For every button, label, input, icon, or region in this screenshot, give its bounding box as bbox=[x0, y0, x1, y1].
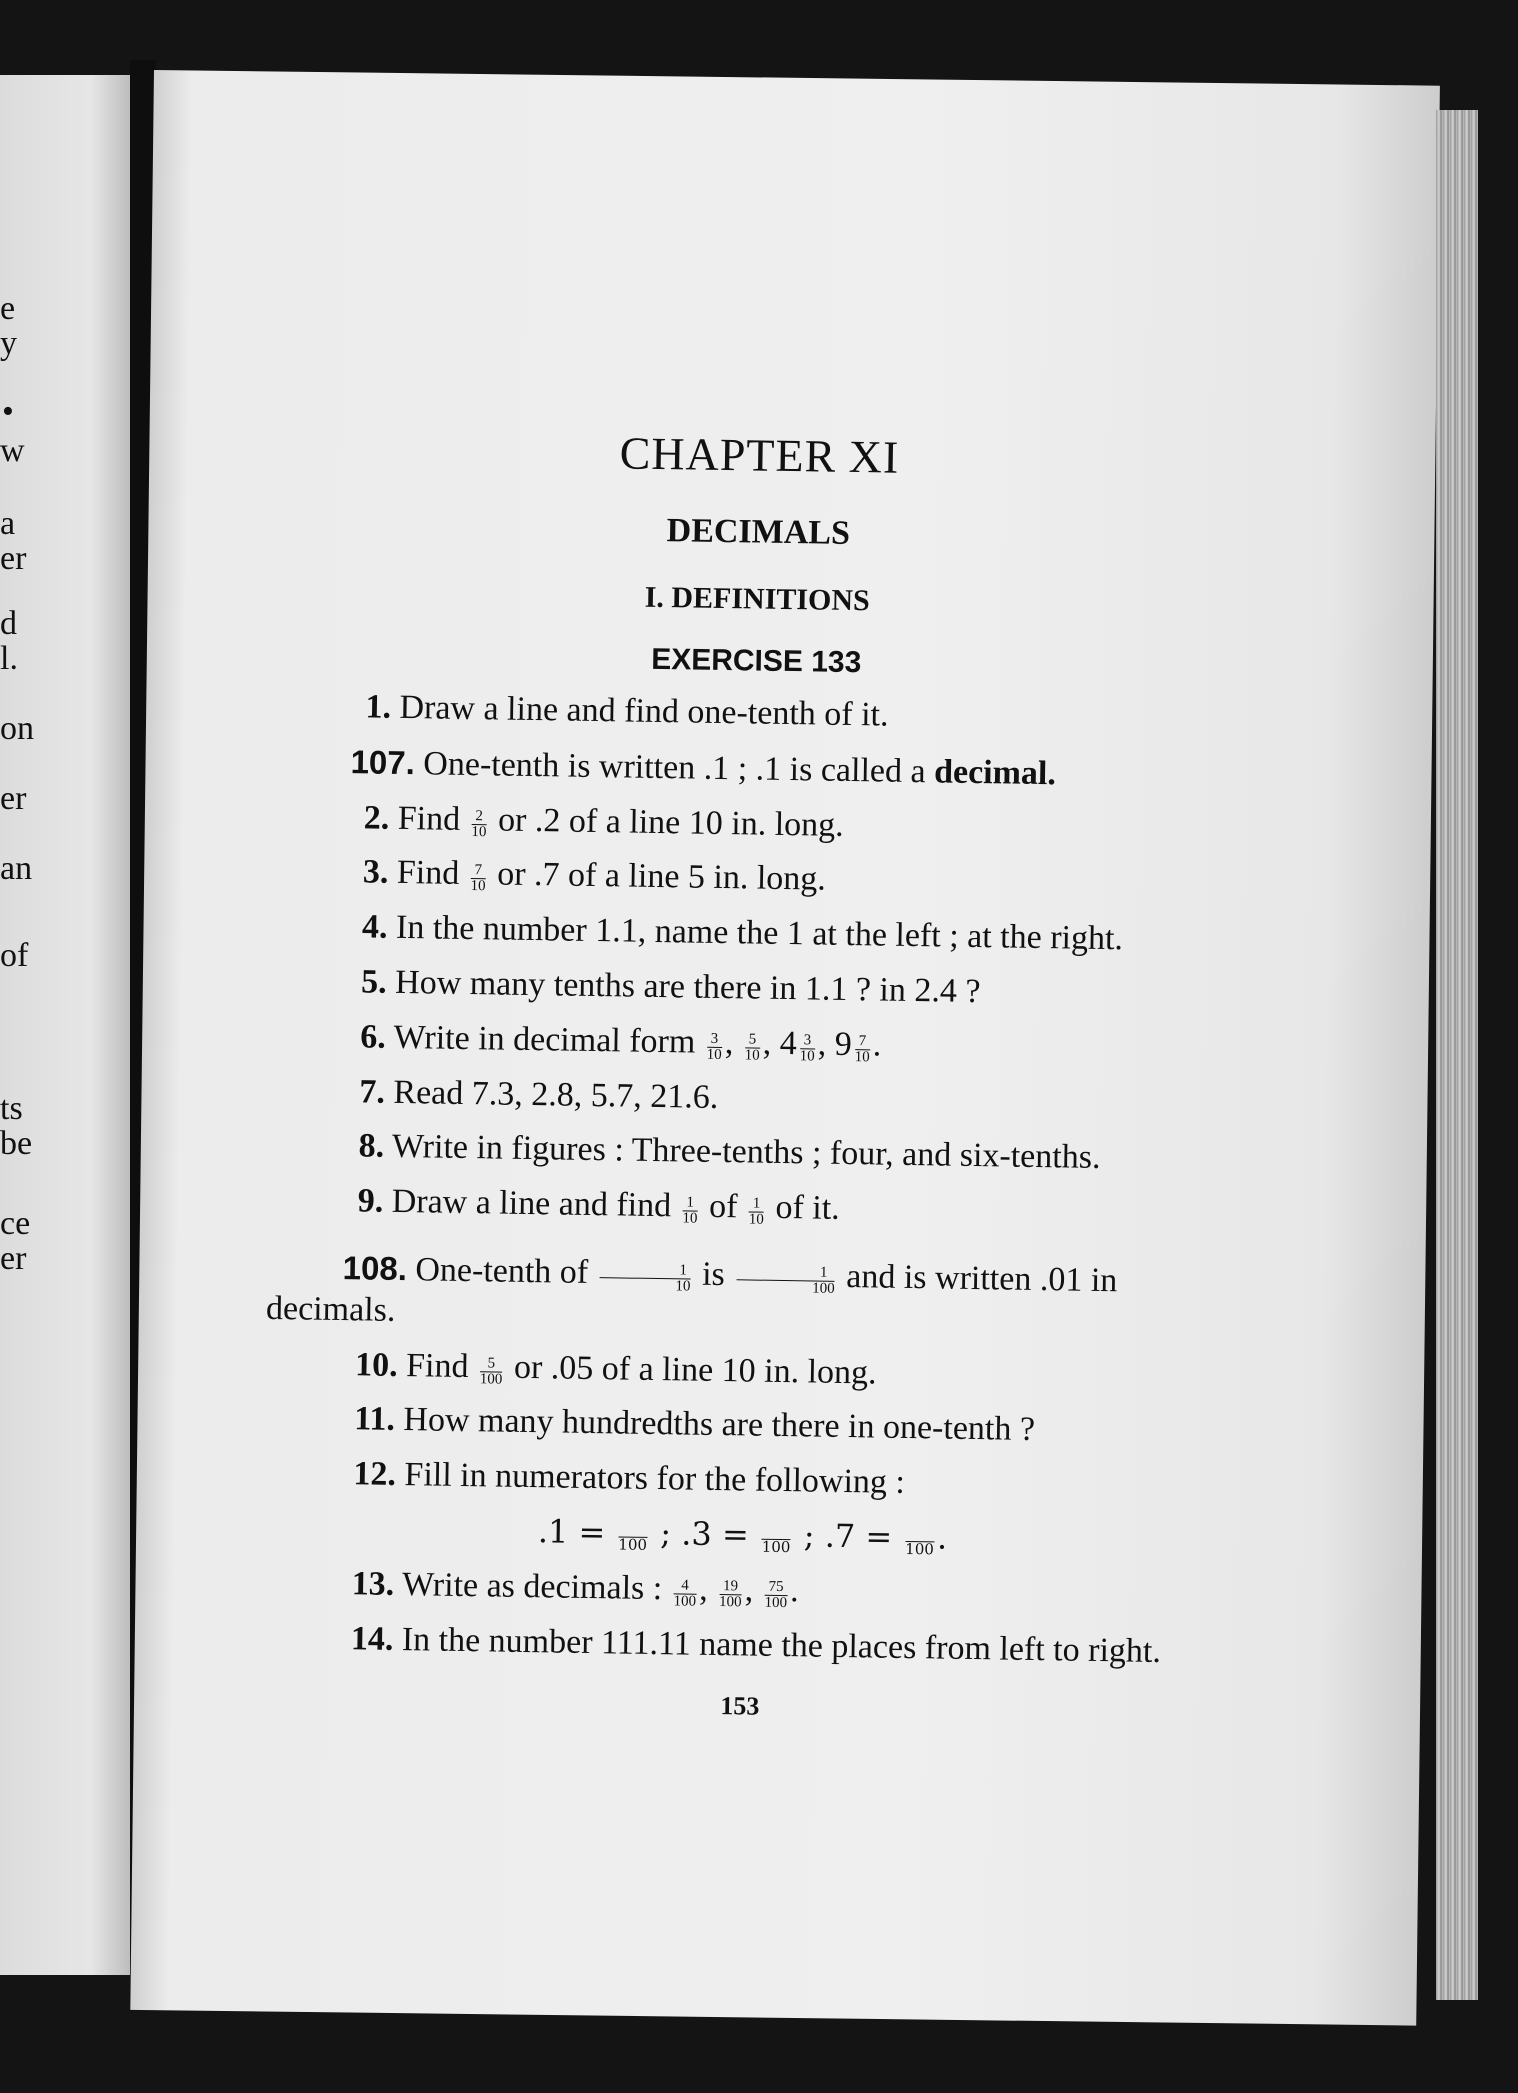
item-text: or .05 of a line 10 in. long. bbox=[513, 1348, 877, 1392]
numerator-formula: .1 = 100 ; .3 = 100 ; .7 = 100 . bbox=[537, 1512, 948, 1559]
exercise-item-2 bbox=[273, 797, 1234, 853]
article-text: and is written .01 in decimals. bbox=[265, 1257, 1118, 1329]
exercise-heading: EXERCISE 133 bbox=[650, 642, 862, 680]
denominator: 100 bbox=[736, 1279, 835, 1297]
numerator: 1 bbox=[679, 1262, 688, 1279]
page-content bbox=[260, 420, 1240, 1729]
denominator: 10 bbox=[471, 823, 487, 840]
denominator: 10 bbox=[682, 1210, 698, 1227]
numerator: 7 bbox=[858, 1032, 867, 1050]
item-number: 1. bbox=[365, 688, 392, 726]
denominator: 10 bbox=[744, 1047, 760, 1064]
margin-fragment: on bbox=[0, 710, 34, 747]
denominator: 100 bbox=[761, 1537, 791, 1557]
fraction bbox=[749, 1197, 764, 1228]
facing-page bbox=[0, 75, 130, 1975]
exercise-item-13 bbox=[261, 1563, 1222, 1619]
margin-fragment: y bbox=[0, 325, 17, 362]
margin-fragment: er bbox=[0, 780, 27, 817]
fraction bbox=[719, 1579, 742, 1610]
item-text: How many hundredths are there in one-tenth ? bbox=[403, 1401, 1036, 1449]
denominator: 100 bbox=[718, 1593, 742, 1611]
item-number: 6. bbox=[360, 1018, 387, 1056]
exercise-item-14 bbox=[261, 1618, 1222, 1674]
item-number: 14. bbox=[350, 1620, 394, 1658]
article-number: 107. bbox=[350, 742, 416, 781]
fraction bbox=[905, 1526, 934, 1557]
margin-fragment: w bbox=[0, 432, 25, 469]
emphasized-term: decimal. bbox=[933, 753, 1057, 793]
formula-part: ; .3 = bbox=[660, 1514, 750, 1554]
section-heading: I. DEFINITIONS bbox=[644, 580, 871, 618]
denominator: 100 bbox=[479, 1370, 503, 1388]
numerator: 75 bbox=[768, 1578, 784, 1595]
fraction bbox=[762, 1524, 791, 1555]
item-text: In the number 111.11 name the places from left to right. bbox=[401, 1620, 1162, 1670]
exercise-item-1 bbox=[275, 686, 1236, 742]
page-edges bbox=[1436, 110, 1478, 2000]
article-107 bbox=[274, 741, 1235, 798]
item-text: or .7 of a line 5 in. long. bbox=[496, 855, 827, 899]
denominator: 10 bbox=[748, 1211, 764, 1228]
fraction bbox=[764, 1580, 787, 1611]
article-108 bbox=[266, 1247, 1227, 1345]
denominator: 10 bbox=[470, 878, 486, 895]
margin-fragment: an bbox=[0, 850, 33, 887]
margin-fragment: of bbox=[0, 937, 29, 974]
whole-number: 9 bbox=[834, 1025, 853, 1063]
item-text: Fill in numerators for the following : bbox=[404, 1456, 906, 1502]
item-number: 5. bbox=[360, 963, 387, 1001]
exercise-item-10 bbox=[265, 1343, 1226, 1399]
item-text: In the number 1.1, name the 1 at the left ; at the right. bbox=[395, 909, 1124, 958]
margin-fragment: be bbox=[0, 1125, 33, 1162]
item-number: 2. bbox=[363, 798, 390, 837]
item-text: Read 7.3, 2.8, 5.7, 21.6. bbox=[393, 1073, 719, 1116]
item-text: Write in figures : Three-tenths ; four, and six-tenths. bbox=[391, 1128, 1101, 1177]
numerator: 5 bbox=[487, 1354, 496, 1372]
numerator: 7 bbox=[474, 862, 483, 879]
margin-fragment: er bbox=[0, 540, 27, 577]
numerator: 3 bbox=[710, 1030, 719, 1047]
margin-fragment: ce bbox=[0, 1205, 31, 1242]
denominator: 10 bbox=[799, 1048, 815, 1065]
item-text: Draw a line and find bbox=[391, 1183, 672, 1225]
article-text: is bbox=[701, 1255, 726, 1294]
fraction bbox=[471, 809, 486, 840]
item-number: 13. bbox=[351, 1565, 395, 1603]
fraction bbox=[745, 1032, 760, 1063]
exercise-item-9 bbox=[267, 1180, 1228, 1236]
item-text: Find bbox=[397, 799, 461, 838]
exercise-item-7 bbox=[269, 1070, 1230, 1126]
separator: , bbox=[817, 1025, 827, 1063]
numerator: 1 bbox=[752, 1195, 761, 1212]
numerator: 1 bbox=[819, 1264, 828, 1281]
exercise-item-5 bbox=[271, 961, 1232, 1017]
separator: , bbox=[744, 1571, 754, 1609]
denominator: 10 bbox=[599, 1277, 690, 1294]
margin-fragment: d bbox=[0, 605, 17, 642]
fraction bbox=[480, 1356, 503, 1387]
fraction bbox=[470, 863, 485, 894]
item-number: 3. bbox=[362, 853, 389, 892]
page-number: 153 bbox=[720, 1690, 760, 1721]
margin-fragment: e bbox=[0, 290, 16, 327]
item-text: Find bbox=[405, 1346, 469, 1385]
fraction bbox=[599, 1262, 690, 1294]
whole-number: 4 bbox=[779, 1024, 798, 1062]
denominator: 10 bbox=[706, 1046, 722, 1063]
numerator: 4 bbox=[681, 1577, 689, 1594]
article-text: One-tenth is written .1 ; .1 is called a bbox=[423, 745, 926, 790]
exercise-item-8 bbox=[268, 1125, 1229, 1181]
numerator: 1 bbox=[686, 1194, 695, 1211]
numerator: 2 bbox=[475, 807, 484, 824]
exercise-item-4 bbox=[272, 906, 1233, 962]
item-text: Find bbox=[396, 854, 460, 893]
article-text: One-tenth of bbox=[415, 1251, 589, 1291]
separator: , bbox=[724, 1023, 734, 1061]
exercise-item-12 bbox=[263, 1453, 1224, 1509]
item-number: 7. bbox=[359, 1072, 386, 1111]
formula-part: ; .7 = bbox=[803, 1516, 893, 1556]
item-text: or .2 of a line 10 in. long. bbox=[497, 801, 844, 844]
separator: . bbox=[789, 1572, 800, 1610]
fraction-list bbox=[704, 1024, 882, 1064]
item-text: Draw a line and find one-tenth of it. bbox=[399, 688, 889, 734]
separator: , bbox=[698, 1570, 709, 1608]
item-text: Write in decimal form bbox=[393, 1018, 696, 1061]
separator: , bbox=[762, 1024, 772, 1062]
formula-part: .1 = bbox=[537, 1512, 606, 1552]
fraction bbox=[707, 1032, 722, 1063]
fraction bbox=[673, 1578, 696, 1609]
item-number: 10. bbox=[354, 1345, 398, 1384]
item-number: 9. bbox=[357, 1182, 384, 1220]
item-text: of it. bbox=[775, 1189, 840, 1228]
denominator: 100 bbox=[764, 1594, 788, 1612]
subject-heading: DECIMALS bbox=[666, 512, 851, 553]
margin-fragment: ts bbox=[0, 1090, 23, 1127]
item-text: How many tenths are there in 1.1 ? in 2.4 ? bbox=[394, 963, 981, 1011]
fraction bbox=[736, 1264, 835, 1297]
fraction bbox=[618, 1521, 647, 1552]
separator: . bbox=[872, 1026, 882, 1064]
fraction bbox=[682, 1196, 697, 1227]
item-number: 8. bbox=[358, 1127, 385, 1166]
exercise-item-3 bbox=[273, 851, 1234, 907]
margin-fragment: • bbox=[2, 393, 14, 430]
chapter-heading: CHAPTER XI bbox=[619, 427, 900, 483]
numerator: 19 bbox=[722, 1578, 739, 1595]
margin-fragment: l. bbox=[0, 640, 18, 677]
denominator: 100 bbox=[673, 1593, 697, 1610]
numerator: 3 bbox=[803, 1032, 812, 1049]
exercise-item-11 bbox=[264, 1398, 1225, 1454]
fraction bbox=[855, 1034, 870, 1065]
denominator: 100 bbox=[905, 1539, 935, 1559]
exercise-item-6 bbox=[270, 1016, 1231, 1072]
article-number: 108. bbox=[342, 1249, 408, 1288]
margin-fragment: a bbox=[0, 505, 16, 542]
numerator: 5 bbox=[748, 1031, 757, 1048]
margin-fragment: er bbox=[0, 1240, 27, 1277]
item-text: of bbox=[708, 1187, 738, 1226]
item-number: 4. bbox=[361, 908, 388, 946]
denominator: 10 bbox=[854, 1048, 870, 1066]
denominator: 100 bbox=[618, 1535, 648, 1554]
item-number: 11. bbox=[354, 1400, 396, 1439]
item-number: 12. bbox=[353, 1455, 397, 1494]
item-text: Write as decimals : bbox=[401, 1566, 663, 1608]
fraction bbox=[800, 1033, 815, 1064]
